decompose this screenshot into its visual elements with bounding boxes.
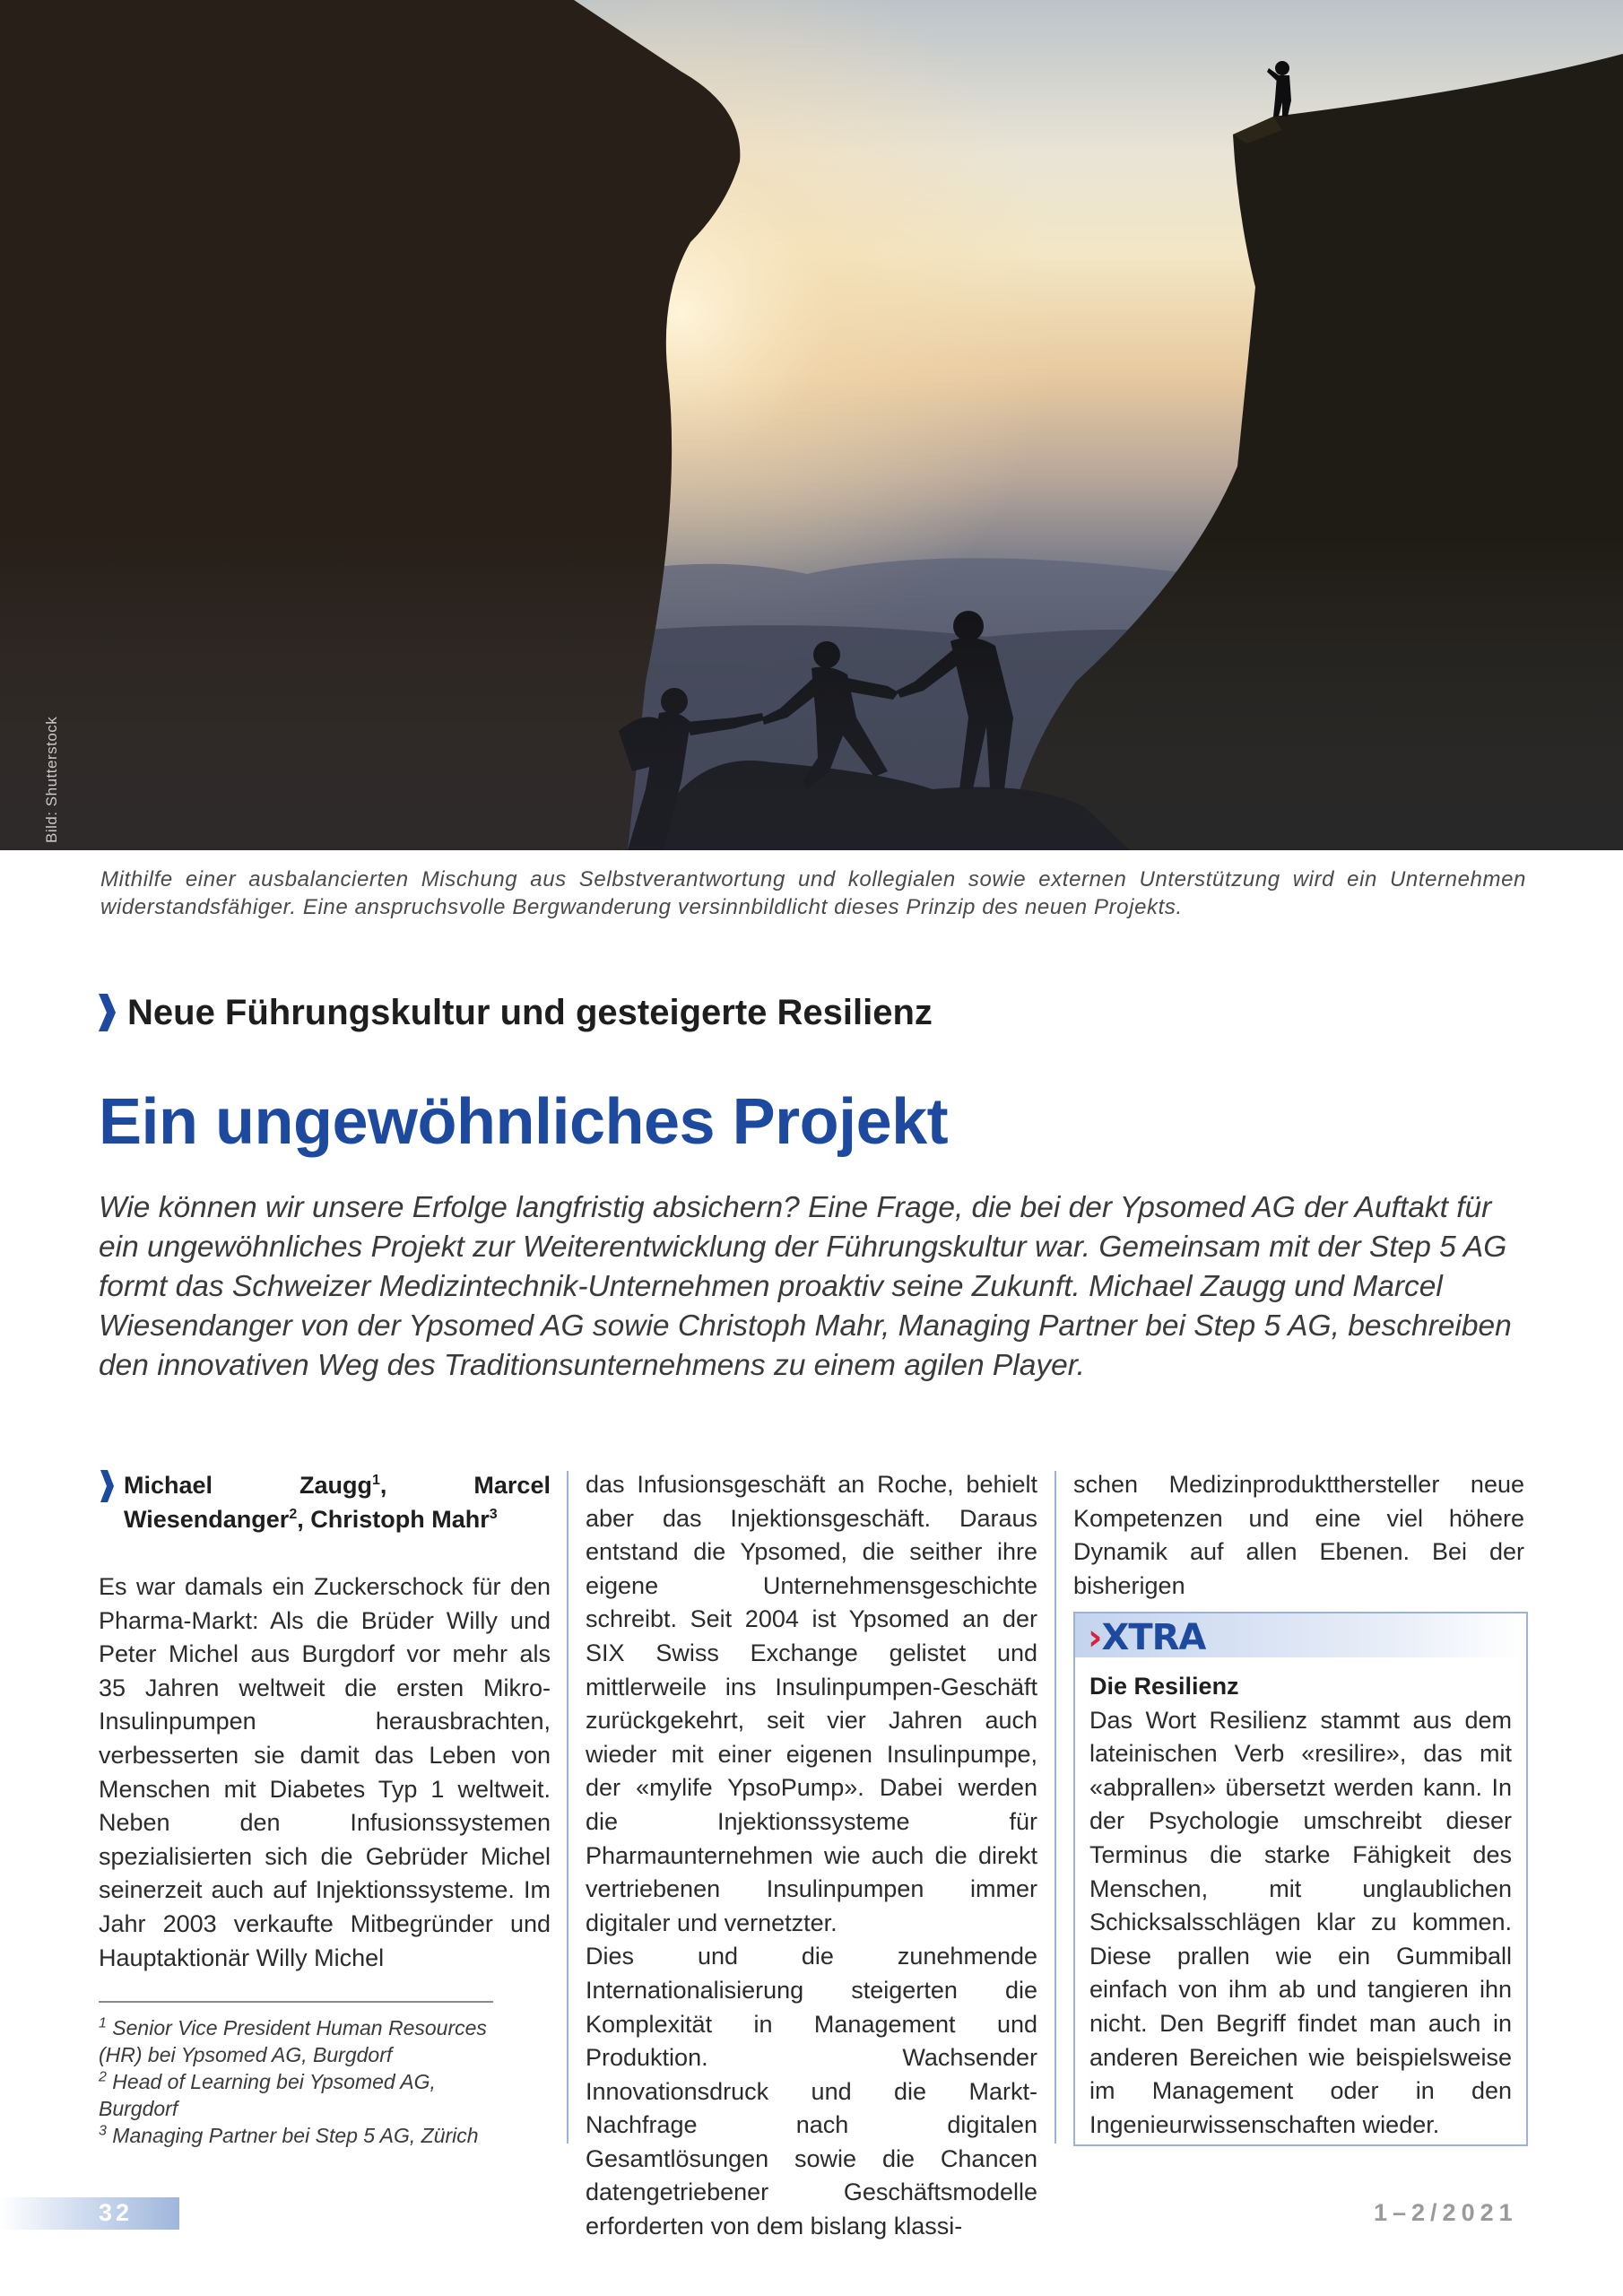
footnote-number: 3 (99, 2123, 107, 2139)
footnote-text: Managing Partner bei Step 5 AG, Zürich (112, 2124, 479, 2147)
xtra-text: Das Wort Resilienz stammt aus dem lateinischen Verb «resilire», das mit «abprallen» übersetzt werden kann. In der Psychologie umschreibt dieser Terminus die starke Fähigkeit des Menschen, mit unglaublichen Schicksalsschlägen klar zu kommen. Diese prallen wie ein Gummiball einfach von ihm ab und tangieren ihn nicht. Den Begriff findet man auch in anderen Bereichen wie beispielsweise im Management oder in den Ingenieurwissenschaften wieder. (1089, 1706, 1512, 2138)
author-name: Christoph Mahr (310, 1506, 490, 1533)
kicker-text: Neue Führungskultur und gesteigerte Resilienz (127, 992, 933, 1032)
footnote-number: 2 (99, 2069, 107, 2085)
body-paragraph: das Infusionsgeschäft an Roche, behielt aber das Injektionsgeschäft. Daraus entstand die Ypsomed, die seither ihre eigene Unternehmensgeschichte schreibt. Seit 2004 ist Ypsomed an der SIX Swiss Exchange gelistet und mittlerweile ins Insulinpumpen-Geschäft zurückgekehrt, seit vier Jahren auch wieder mit einer eigenen Insulinpumpe, der «mylife YpsoPump». Dabei werden die Injektionssysteme für Pharmaunternehmen wie auch die direkt vertriebenen Insulinpumpen immer digitaler und vernetzter. (586, 1471, 1037, 1936)
authors-line (99, 1468, 551, 1536)
article-title: Ein ungewöhnliches Projekt (99, 1086, 949, 1158)
xtra-body (1075, 1657, 1526, 2142)
body-paragraph: Es war damals ein Zuckerschock für den Pharma-Markt: Als die Brüder Willy und Peter Michel aus Burgdorf vor mehr als 35 Jahren weltweit die ersten Mikro-Insulinpumpen herausbrachten, verbesserten sie damit das Leben von Menschen mit Diabetes Typ 1 weltweit. Neben den Infusionssystemen spezialisierten sich die Gebrüder Michel seinerzeit auch auf Injektionssysteme. Im Jahr 2003 verkaufte Mitbegründer und Hauptaktionär Willy Michel (99, 1573, 551, 1971)
xtra-header (1075, 1613, 1526, 1657)
footnote-number: 1 (99, 2015, 107, 2031)
footnote-rule (99, 2001, 493, 2003)
hero-photo (0, 0, 1623, 850)
author-name: Marcel Wiesendanger (124, 1472, 551, 1533)
footnote-text: Head of Learning bei Ypsomed AG, Burgdorf (99, 2070, 436, 2120)
photo-caption: Mithilfe einer ausbalancierten Mischung aus Selbstverantwortung und kollegialen sowie externen Unterstützung wird ein Unternehmen widerstandsfähiger. Eine anspruchsvolle Bergwanderung versinnbildlicht dieses Prinzip des neuen Projekts. (100, 867, 1526, 919)
footnote-2 (99, 2068, 520, 2122)
author-footnote-mark: 2 (289, 1507, 298, 1522)
xtra-logo-text: XTRA (1101, 1617, 1206, 1658)
footnote-3 (99, 2122, 520, 2149)
article-lead: Wie können wir unsere Erfolge langfristig absichern? Eine Frage, die bei der Ypsomed AG der Auftakt für ein ungewöhnliches Projekt zur Weiterentwicklung der Führungskultur war. Gemeinsam mit der Step 5 AG formt das Schweizer Medizintechnik-Unternehmen proaktiv seine Zukunft. Michael Zaugg und Marcel Wiesendanger von der Ypsomed AG sowie Christoph Mahr, Managing Partner bei Step 5 AG, beschreiben den innovativen Weg des Traditionsunternehmens zu einem agilen Player. (99, 1191, 1512, 1382)
body-paragraph: schen Medizinproduktthersteller neue Kompetenzen und eine viel höhere Dynamik auf allen Ebenen. Bei der bisherigen (1073, 1471, 1524, 1599)
footnote-1 (99, 2014, 520, 2068)
column-2 (586, 1468, 1037, 2244)
xtra-logo-chevron: › (1088, 1617, 1102, 1658)
page-number-bar (0, 2197, 179, 2230)
photo-credit: Bild: Shutterstock (43, 716, 60, 843)
column-3 (1073, 1468, 1524, 1603)
author-footnote-mark: 3 (489, 1507, 498, 1522)
footnote-text: Senior Vice President Human Resources (HR) bei Ypsomed AG, Burgdorf (99, 2016, 487, 2066)
authors-names: Michael Zaugg$^1$, Marcel Wiesendanger$^2$, Christoph Mahr$^3$ (124, 1472, 551, 1533)
author-name: Michael Zaugg (124, 1472, 373, 1499)
column-1 (99, 1468, 551, 1975)
page-number: 32 (99, 2199, 134, 2226)
xtra-title: Die Resilienz (1089, 1673, 1239, 1700)
chevron-right-icon (99, 1468, 115, 1504)
author-footnote-mark: 1 (372, 1473, 380, 1488)
column-divider (567, 1471, 568, 2144)
column-divider (1055, 1471, 1056, 2144)
issue-number: 1–2/2021 (1374, 2199, 1518, 2226)
footnotes (99, 2014, 520, 2149)
xtra-logo (1088, 1617, 1205, 1658)
mountain-climbers-illustration (0, 0, 1623, 850)
chevron-right-icon (97, 992, 117, 1033)
xtra-infobox (1073, 1612, 1528, 2146)
article-kicker (97, 992, 933, 1033)
body-paragraph: Dies und die zunehmende Internationalisierung steigerten die Komplexität in Management und Produktion. Wachsender Innovationsdruck und die Markt-Nachfrage nach digitalen Gesamtlösungen sowie die Chancen datengetriebener Geschäftsmodelle erforderten von dem bislang klassi- (586, 1943, 1037, 2240)
